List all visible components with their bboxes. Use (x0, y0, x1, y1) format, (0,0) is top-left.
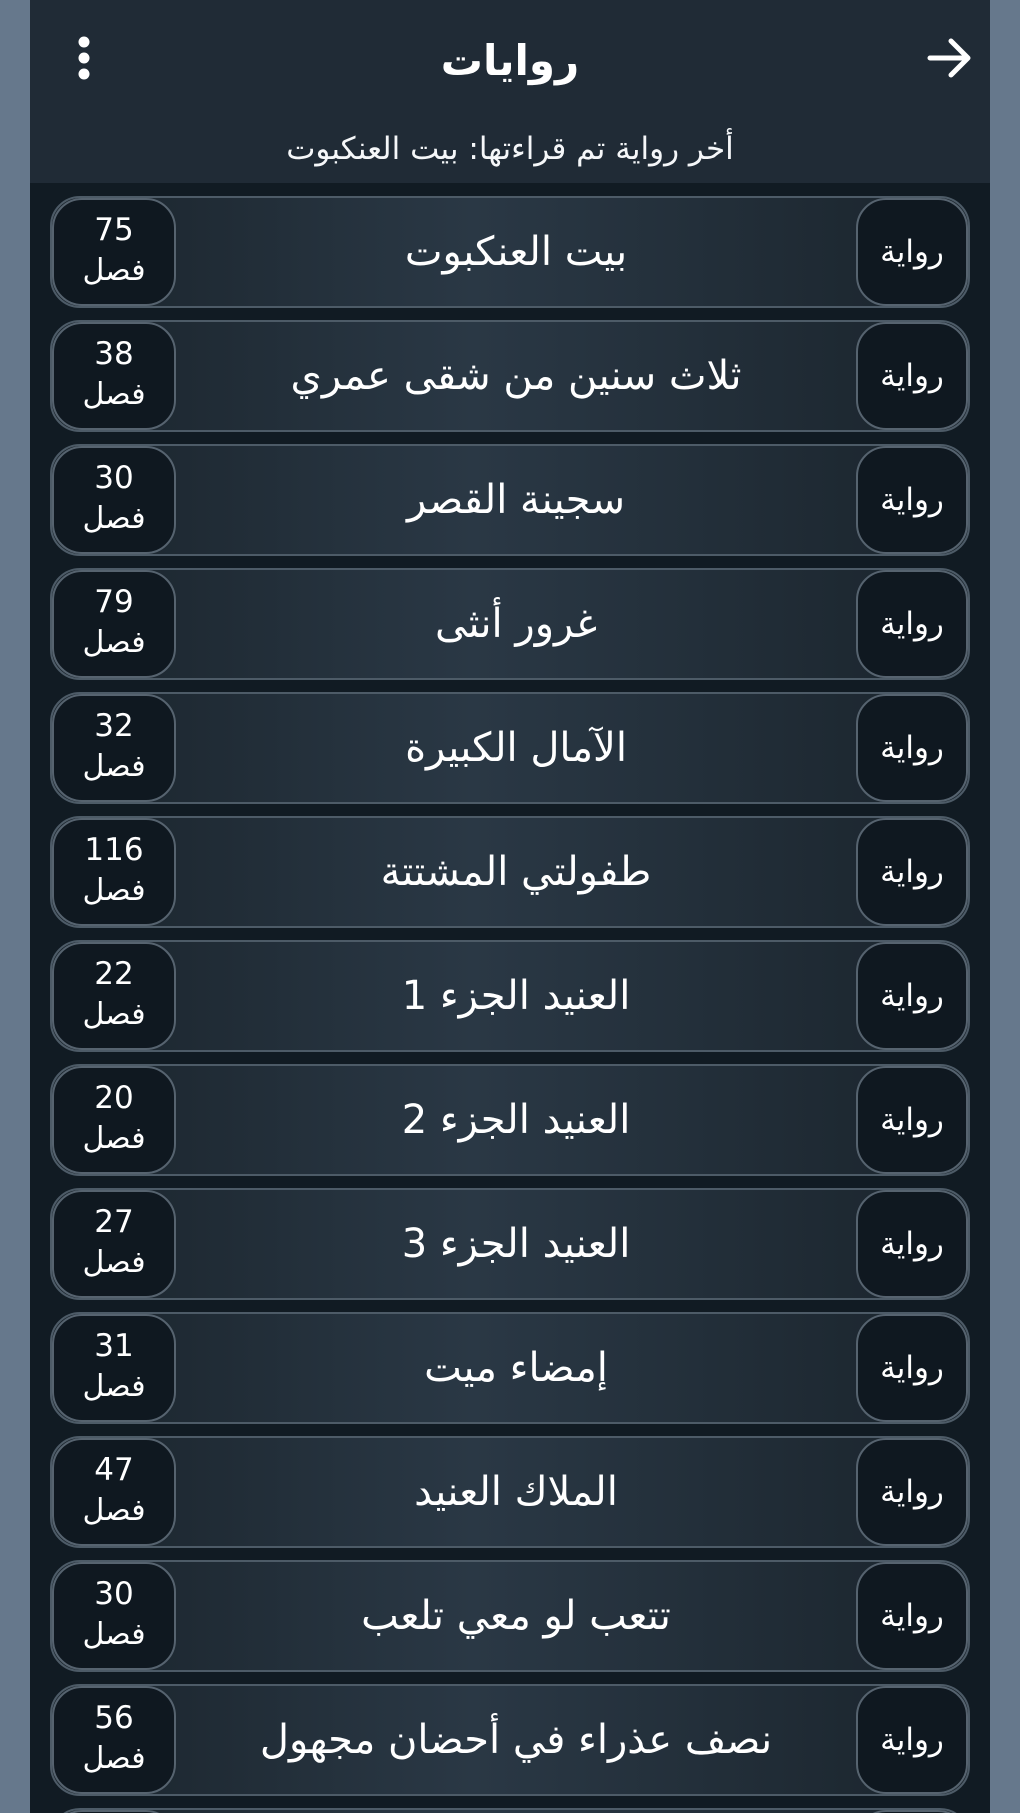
chapter-count: 38 (94, 336, 134, 372)
more-vertical-icon (76, 35, 92, 85)
chapter-count: 75 (94, 212, 134, 248)
novel-type-badge[interactable]: رواية (856, 1438, 968, 1546)
chapter-count-label: فصل (82, 501, 146, 536)
chapter-count-label: فصل (82, 1741, 146, 1776)
novel-type-badge[interactable]: رواية (856, 1190, 968, 1298)
novel-type-badge[interactable]: رواية (856, 1066, 968, 1174)
chapter-count-badge[interactable] (52, 1190, 176, 1298)
arrow-right-icon (926, 37, 974, 83)
chapter-count-badge[interactable] (52, 1686, 176, 1794)
chapter-count-label: فصل (82, 873, 146, 908)
novel-row[interactable] (50, 1188, 970, 1300)
chapter-count: 22 (94, 956, 134, 992)
app-screen (30, 0, 990, 1813)
chapter-count-label: فصل (82, 749, 146, 784)
chapter-count-label: فصل (82, 253, 146, 288)
chapter-count: 79 (94, 584, 134, 620)
back-button[interactable] (910, 22, 990, 98)
novel-type-badge[interactable]: رواية (856, 1562, 968, 1670)
chapter-count-badge[interactable] (52, 322, 176, 430)
novel-title: غرور أنثى (435, 601, 597, 647)
novel-row[interactable] (50, 1560, 970, 1672)
novel-title: الملاك العنيد (414, 1469, 618, 1515)
chapter-count-label: فصل (82, 997, 146, 1032)
chapter-count-badge[interactable] (52, 570, 176, 678)
novel-title: العنيد الجزء 2 (401, 1097, 631, 1143)
chapter-count: 56 (94, 1700, 134, 1736)
novel-type-badge[interactable]: رواية (856, 446, 968, 554)
novel-row[interactable] (50, 692, 970, 804)
novel-title: تتعب لو معي تلعب (361, 1593, 671, 1639)
chapter-count-label: فصل (82, 625, 146, 660)
novel-row[interactable] (50, 320, 970, 432)
novel-row[interactable] (50, 568, 970, 680)
page-title: روايات (440, 36, 580, 85)
novel-row[interactable] (50, 1064, 970, 1176)
novel-title: طفولتي المشتتة (380, 849, 652, 895)
chapter-count-badge[interactable] (52, 1438, 176, 1546)
novel-title: سجينة القصر (407, 477, 625, 523)
chapter-count-badge[interactable] (52, 198, 176, 306)
chapter-count: 31 (94, 1328, 134, 1364)
novel-title: بيت العنكبوت (404, 229, 628, 275)
novel-title: ثلاث سنين من شقى عمري (290, 353, 742, 399)
chapter-count-badge[interactable] (52, 446, 176, 554)
novel-title: الآمال الكبيرة (405, 725, 627, 771)
novel-type-badge[interactable]: رواية (856, 322, 968, 430)
novel-row[interactable] (50, 1684, 970, 1796)
chapter-count-label: فصل (82, 1245, 146, 1280)
app-header (30, 0, 990, 183)
chapter-count-label: فصل (82, 1121, 146, 1156)
chapter-count: 27 (94, 1204, 134, 1240)
novel-row[interactable] (50, 444, 970, 556)
chapter-count: 32 (94, 708, 134, 744)
novel-type-badge[interactable]: رواية (856, 694, 968, 802)
novel-row[interactable] (50, 816, 970, 928)
novel-title: العنيد الجزء 3 (401, 1221, 631, 1267)
chapter-count-badge[interactable] (52, 1562, 176, 1670)
novel-title: نصف عذراء في أحضان مجهول (259, 1717, 773, 1763)
novel-title: إمضاء ميت (424, 1345, 608, 1391)
chapter-count-label: فصل (82, 1369, 146, 1404)
novel-type-badge[interactable]: رواية (856, 1314, 968, 1422)
chapter-count: 20 (94, 1080, 134, 1116)
chapter-count-badge[interactable] (52, 942, 176, 1050)
chapter-count: 47 (94, 1452, 134, 1488)
novel-row[interactable] (50, 1808, 970, 1813)
novel-row[interactable] (50, 196, 970, 308)
chapter-count-badge[interactable] (52, 1066, 176, 1174)
chapter-count-label: فصل (82, 1617, 146, 1652)
overflow-menu-button[interactable] (44, 22, 124, 98)
novel-type-badge[interactable]: رواية (856, 1686, 968, 1794)
last-read-novel-label: أخر رواية تم قراءتها: بيت العنكبوت (286, 131, 734, 167)
chapter-count-label: فصل (82, 1493, 146, 1528)
novel-row[interactable] (50, 940, 970, 1052)
novel-type-badge[interactable]: رواية (856, 570, 968, 678)
novel-title: العنيد الجزء 1 (401, 973, 631, 1019)
chapter-count: 30 (94, 460, 134, 496)
novel-row[interactable] (50, 1312, 970, 1424)
chapter-count-label: فصل (82, 377, 146, 412)
novel-type-badge[interactable]: رواية (856, 198, 968, 306)
chapter-count: 116 (84, 832, 144, 868)
chapter-count-badge[interactable] (52, 818, 176, 926)
novel-type-badge[interactable]: رواية (856, 818, 968, 926)
novel-row[interactable] (50, 1436, 970, 1548)
novel-type-badge[interactable]: رواية (856, 942, 968, 1050)
chapter-count-badge[interactable] (52, 694, 176, 802)
chapter-count-badge[interactable] (52, 1314, 176, 1422)
chapter-count: 30 (94, 1576, 134, 1612)
